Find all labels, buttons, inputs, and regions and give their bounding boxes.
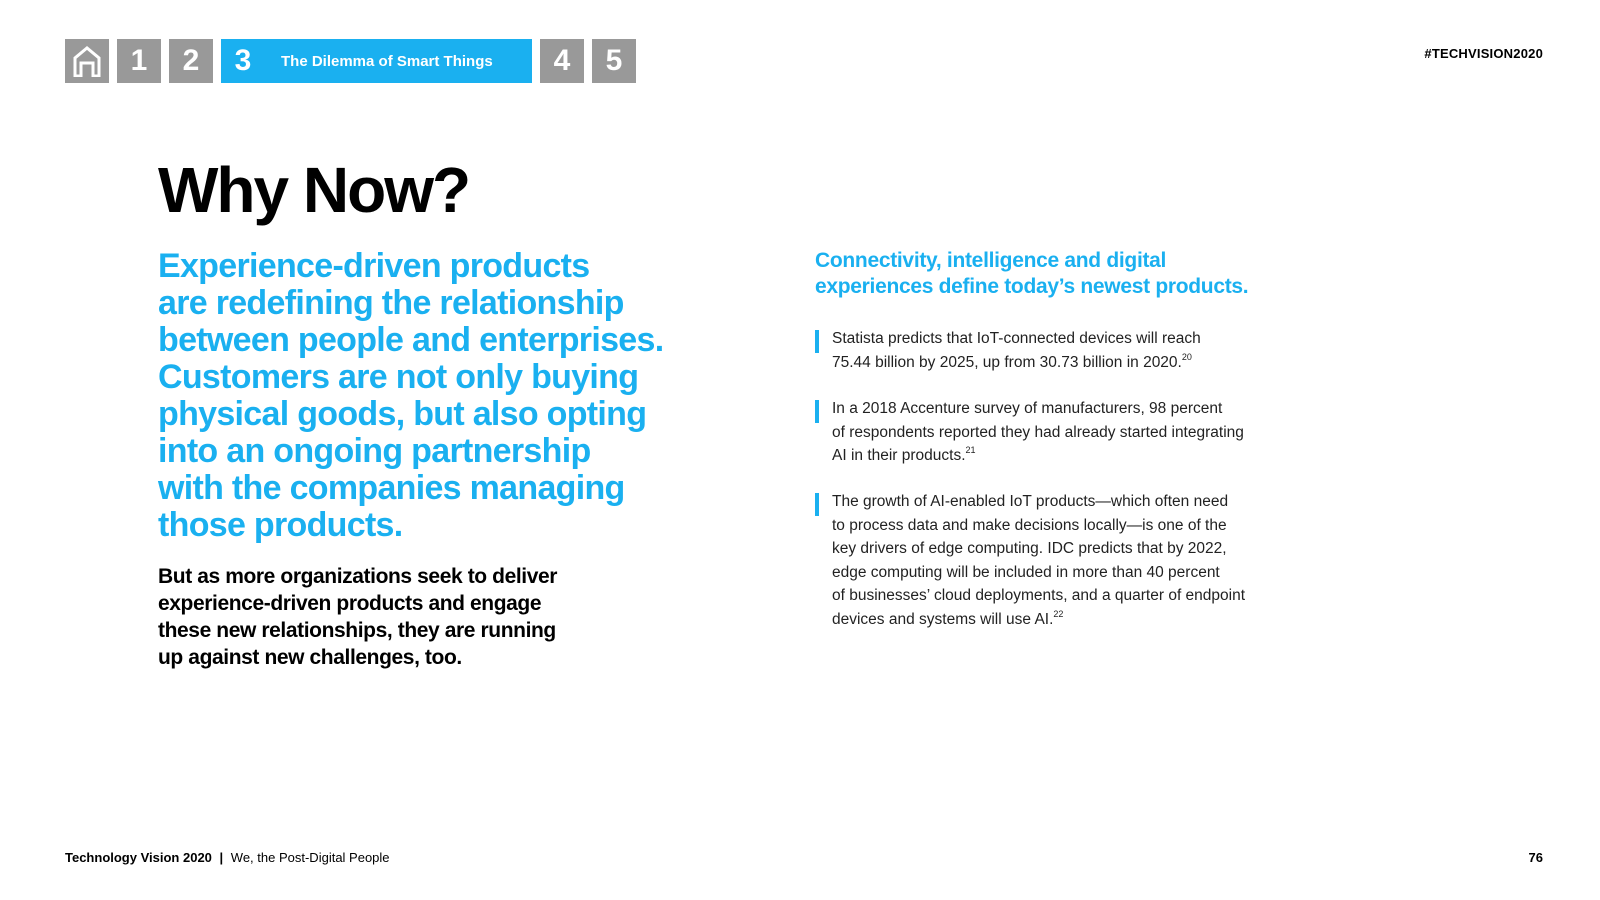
- section-nav: [65, 39, 644, 83]
- page-title: Why Now?: [158, 154, 470, 226]
- stat-line: key drivers of edge computing. IDC predicts that by 2022,: [832, 540, 1227, 557]
- sublead-paragraph: [158, 563, 678, 671]
- footnote-ref[interactable]: 21: [965, 445, 976, 455]
- stat-item: [815, 327, 1295, 374]
- nav-section-1[interactable]: 1: [117, 39, 161, 83]
- lead-paragraph: [158, 248, 758, 544]
- right-column-heading: [815, 248, 1375, 300]
- lead-line: into an ongoing partnership: [158, 432, 591, 470]
- stat-text: [832, 327, 1295, 374]
- lead-line: Customers are not only buying: [158, 358, 639, 396]
- footnote-ref[interactable]: 20: [1181, 351, 1192, 362]
- home-icon: [72, 45, 102, 77]
- stat-line: The growth of AI-enabled IoT products—which often need: [832, 493, 1229, 510]
- sublead-line: up against new challenges, too.: [158, 646, 462, 669]
- stat-item: [815, 397, 1295, 468]
- lead-line: between people and enterprises.: [158, 321, 664, 359]
- stat-line: edge computing will be included in more than 40 percent: [832, 563, 1220, 581]
- stat-line: [832, 351, 1295, 375]
- stat-line: [832, 608, 1295, 632]
- nav-active-label: The Dilemma of Smart Things: [281, 52, 493, 70]
- stat-item: [815, 490, 1295, 631]
- sublead-line: experience-driven products and engage: [158, 592, 542, 615]
- page-number: 76: [1528, 850, 1543, 865]
- stat-accent-bar: [815, 330, 819, 353]
- stat-accent-bar: [815, 400, 819, 423]
- home-button[interactable]: [65, 39, 109, 83]
- nav-section-5[interactable]: 5: [592, 39, 636, 83]
- right-heading-line: experiences define today’s newest products.: [815, 275, 1249, 298]
- lead-line: are redefining the relationship: [158, 284, 624, 322]
- footer: [65, 850, 390, 865]
- nav-section-4[interactable]: 4: [540, 39, 584, 83]
- stat-text: [832, 397, 1295, 468]
- footer-subtitle: We, the Post-Digital People: [230, 850, 390, 865]
- stat-line-text: AI in their products.: [832, 447, 966, 464]
- stat-line: of respondents reported they had already started integrating: [832, 423, 1244, 441]
- nav-active-number: 3: [234, 44, 252, 77]
- nav-section-3-active[interactable]: [221, 39, 532, 83]
- stat-line: In a 2018 Accenture survey of manufacturers, 98 percent: [832, 400, 1223, 417]
- stat-text: [832, 490, 1295, 631]
- stat-accent-bar: [815, 493, 819, 516]
- stat-line: to process data and make decisions locally—is one of the: [832, 516, 1227, 534]
- stat-line: [832, 444, 1295, 468]
- sublead-line: But as more organizations seek to deliver: [158, 565, 558, 588]
- sublead-line: these new relationships, they are running: [158, 619, 556, 642]
- stat-line-text: 75.44 billion by 2025, up from 30.73 billion in 2020.: [832, 353, 1182, 371]
- nav-section-2[interactable]: 2: [169, 39, 213, 83]
- stat-line: of businesses’ cloud deployments, and a quarter of endpoint: [832, 587, 1246, 604]
- stat-line-text: devices and systems will use AI.: [832, 610, 1054, 628]
- lead-line: Experience-driven products: [158, 247, 590, 285]
- stat-line: Statista predicts that IoT-connected devices will reach: [832, 330, 1201, 347]
- hashtag: #TECHVISION2020: [1424, 46, 1543, 61]
- lead-line: with the companies managing: [158, 469, 625, 507]
- lead-line: physical goods, but also opting: [158, 395, 647, 433]
- footer-doc-title: Technology Vision 2020: [65, 850, 212, 865]
- footnote-ref[interactable]: 22: [1053, 608, 1064, 619]
- lead-line: those products.: [158, 506, 403, 544]
- footer-separator: |: [219, 850, 224, 865]
- right-heading-line: Connectivity, intelligence and digital: [815, 249, 1167, 272]
